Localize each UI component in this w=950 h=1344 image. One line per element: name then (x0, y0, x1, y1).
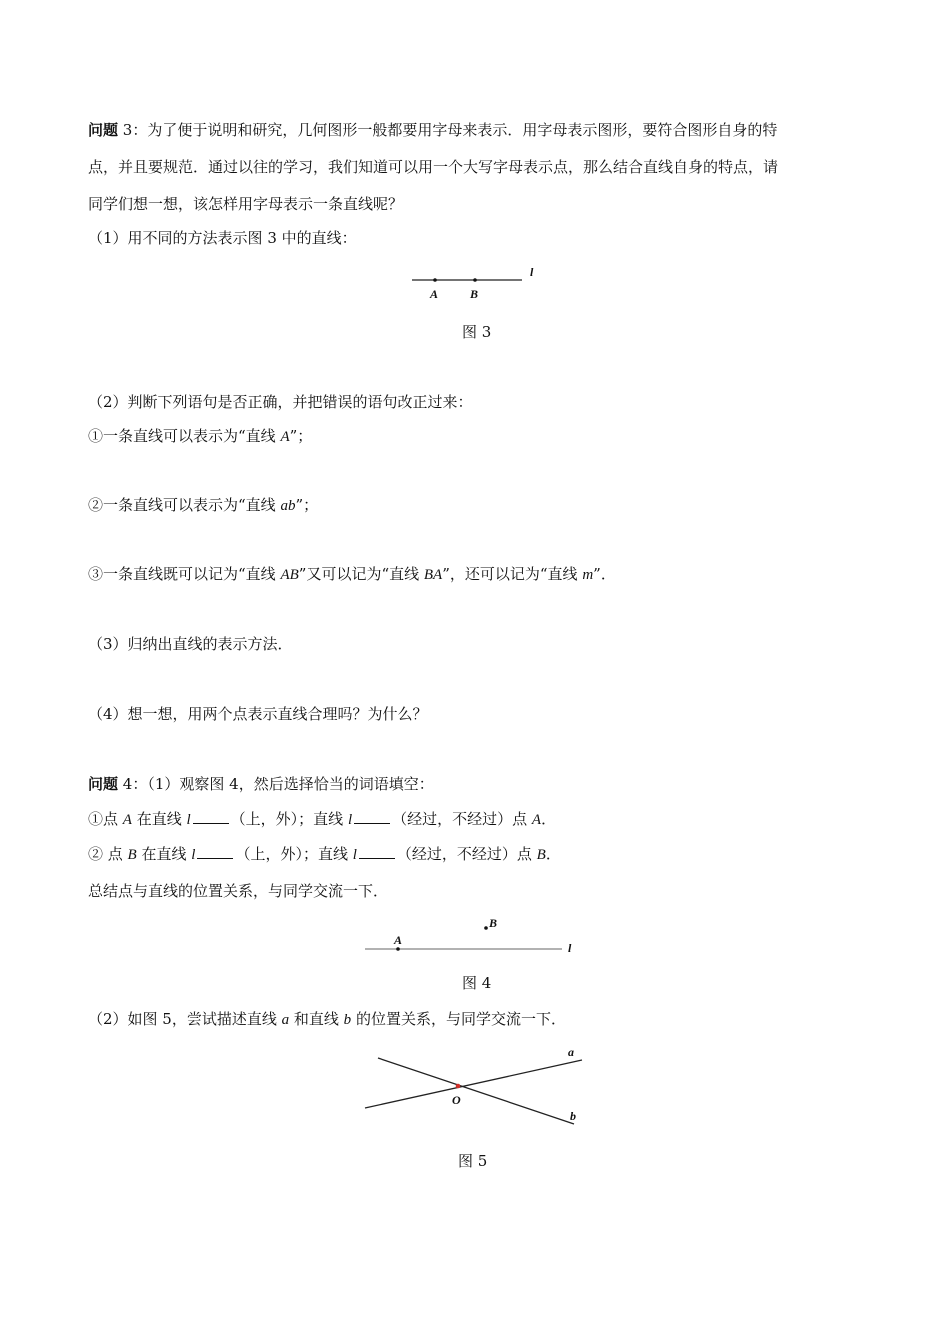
fill-1-var-a2: A (531, 812, 542, 828)
problem3-line1 (88, 120, 777, 140)
fill-2-var-l: l (191, 847, 196, 863)
figure4-caption: 图 4 (462, 974, 492, 992)
fill-1-text-4: （经过，不经过）点 (392, 810, 532, 828)
fig5-line-a (365, 1060, 582, 1108)
fig3-label-l: l (530, 265, 534, 279)
fill-1-text-1: ①点 (88, 810, 123, 828)
fill-1-var-l: l (186, 812, 191, 828)
fill-1-var-l2: l (347, 812, 353, 828)
statement-3-end: ”． (593, 565, 616, 583)
fill-2-blank-1[interactable] (197, 844, 233, 859)
problem4-intro (88, 774, 434, 794)
fill-2-text-1: ② 点 (88, 845, 128, 863)
fill-2-end: ． (545, 845, 561, 863)
problem4-q2-text-1: （2）如图 5，尝试描述直线 (88, 1010, 282, 1028)
fig4-point-a-dot (396, 947, 400, 951)
problem4-q2-var-a: a (281, 1012, 290, 1028)
fill-2-var-b: B (127, 847, 137, 863)
fig3-label-b: B (470, 287, 479, 301)
problem4-q2 (88, 1009, 566, 1030)
fill-1-blank-1[interactable] (193, 809, 229, 824)
problem4-number: 4 (122, 775, 133, 793)
fill-2-text-4: （经过，不经过）点 (396, 845, 537, 863)
fill-2-text-3: （上，外）；直线 (235, 845, 353, 863)
statement-1-var: A (280, 429, 290, 445)
statement-3-text-c: ”，还可以记为“直线 (442, 565, 583, 583)
problem4-q2-text-2: 和直线 (289, 1010, 344, 1028)
statement-3-text-a: ③一条直线既可以记为“直线 (88, 565, 281, 583)
statement-3 (88, 564, 616, 585)
problem3-label: 问题 (88, 121, 119, 139)
fill-1-text-3: （上，外）；直线 (230, 810, 348, 828)
fig4-label-b: B (489, 916, 498, 930)
fill-2-blank-2[interactable] (359, 844, 395, 859)
statement-2 (88, 495, 318, 516)
problem3-para-line2: 点，并且要规范．通过以往的学习，我们知道可以用一个大写字母表示点，那么结合直线自身的特点，请 (88, 158, 779, 176)
fill-1-var-a: A (122, 812, 132, 828)
fig5-label-b: b (570, 1109, 576, 1123)
problem3-q3: （3）归纳出直线的表示方法． (88, 635, 293, 653)
problem3-q2: （2）判断下列语句是否正确，并把错误的语句改正过来： (88, 393, 473, 411)
statement-3-var1: AB (280, 567, 299, 583)
fig3-point-b-dot (473, 278, 477, 282)
figure4-diagram (360, 912, 590, 957)
fill-2-text-2: 在直线 (136, 845, 192, 863)
statement-3-text-b: ”又可以记为“直线 (298, 565, 424, 583)
problem4-summary: 总结点与直线的位置关系，与同学交流一下． (88, 882, 389, 900)
figure3-diagram (400, 262, 560, 302)
problem3-q1: （1）用不同的方法表示图 3 中的直线： (88, 229, 357, 247)
fill-in-1 (88, 809, 556, 830)
problem3-para-line3: 同学们想一想，该怎样用字母表示一条直线呢？ (88, 195, 404, 213)
problem4-intro-text: ：（1）观察图 4，然后选择恰当的词语填空： (132, 775, 434, 793)
fill-2-var-b2: B (536, 847, 546, 863)
problem3-para-line1: ：为了便于说明和研究，几何图形一般都要用字母来表示．用字母表示图形，要符合图形自身的特 (132, 121, 778, 139)
fill-1-end: ． (541, 810, 557, 828)
problem4-label: 问题 (88, 775, 119, 793)
statement-1-end: ”； (289, 427, 313, 445)
statement-3-var3: m (582, 567, 594, 583)
fig3-point-a-dot (433, 278, 437, 282)
fig5-label-a: a (568, 1045, 574, 1059)
problem4-q2-text-3: 的位置关系，与同学交流一下． (351, 1010, 566, 1028)
problem4-q2-var-b: b (343, 1012, 352, 1028)
statement-2-end: ”； (295, 496, 319, 514)
figure5-caption: 图 5 (458, 1152, 488, 1170)
fill-1-text-2: 在直线 (131, 810, 187, 828)
problem3-q4: （4）想一想，用两个点表示直线合理吗？为什么？ (88, 705, 428, 723)
figure5-diagram (360, 1040, 600, 1140)
fig4-label-l: l (568, 941, 572, 955)
fill-1-blank-2[interactable] (354, 809, 390, 824)
statement-1 (88, 426, 312, 447)
fig4-point-b-dot (484, 926, 488, 930)
figure3-caption: 图 3 (462, 323, 492, 341)
statement-2-text: ②一条直线可以表示为“直线 (88, 496, 281, 514)
statement-2-var: ab (280, 498, 296, 514)
statement-3-var2: BA (423, 567, 443, 583)
statement-1-text: ①一条直线可以表示为“直线 (88, 427, 281, 445)
fill-in-2 (88, 844, 561, 865)
fig3-label-a: A (430, 287, 439, 301)
fig5-intersection-dot (456, 1084, 461, 1089)
fill-2-var-l2: l (352, 847, 357, 863)
problem3-number: 3 (122, 121, 133, 139)
fig4-label-a: A (394, 933, 403, 947)
fig5-label-o: O (452, 1093, 461, 1107)
